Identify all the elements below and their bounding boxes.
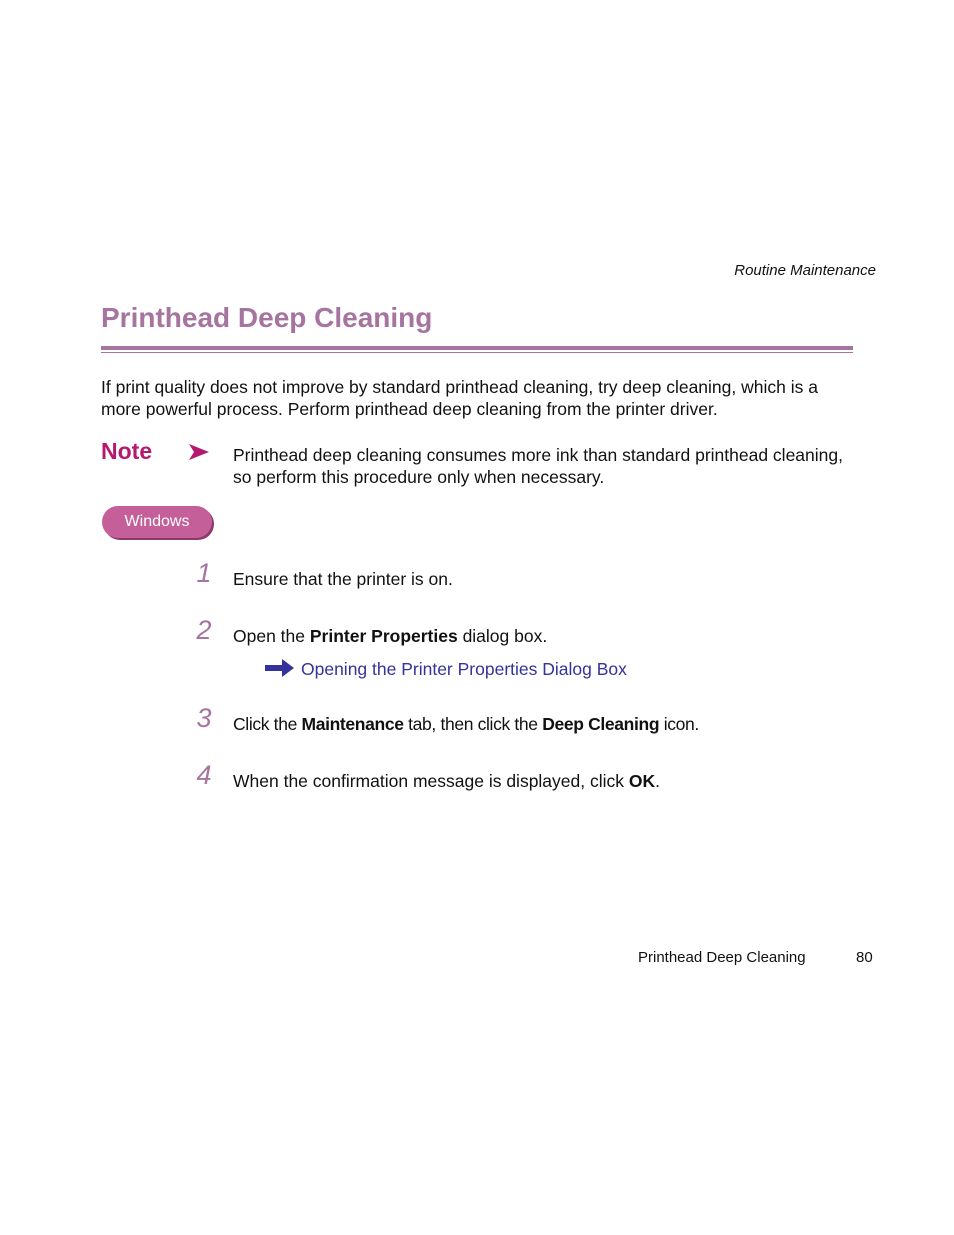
section-header: Routine Maintenance [734,262,876,279]
os-badge-windows: Windows [102,506,212,538]
note-label: Note [101,438,153,464]
step-number: 4 [196,760,212,790]
link-opening-printer-properties[interactable]: Opening the Printer Properties Dialog Box [301,659,627,679]
intro-paragraph: If print quality does not improve by standard printhead cleaning, try deep cleaning, which is a more powerful process. Perform printhead deep cleaning from the printer driver. [101,377,818,419]
title-rule-thin [101,352,853,353]
note-text: Printhead deep cleaning consumes more ink than standard printhead cleaning, so perform this procedure only when necessary. [233,445,843,487]
step-text: When the confirmation message is displayed, click OK. [233,771,660,791]
step-text: Open the Printer Properties dialog box. [233,626,548,646]
page-title: Printhead Deep Cleaning [101,302,433,333]
step-number: 3 [196,703,212,733]
arrowhead-right-icon [188,441,210,463]
cross-reference-link[interactable] [265,659,627,680]
step-text: Click the Maintenance tab, then click the Deep Cleaning icon. [233,714,699,734]
arrow-right-icon [265,659,295,677]
footer-title: Printhead Deep Cleaning [638,949,806,966]
step-text: Ensure that the printer is on. [233,569,453,589]
step-number: 1 [196,558,212,588]
title-rule-thick [101,346,853,350]
page-number: 80 [856,949,873,966]
step-number: 2 [196,615,212,645]
